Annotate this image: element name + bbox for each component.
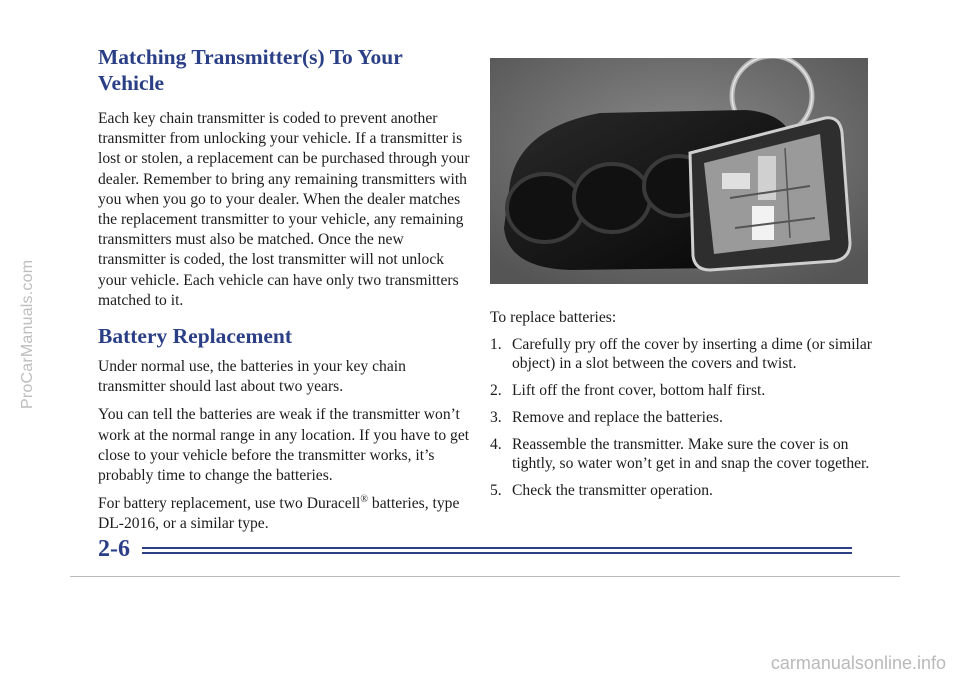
list-item xyxy=(490,335,890,373)
step-text: Reassemble the transmitter. Make sure the cover is on tightly, so water won’t get in and snap the cover together. xyxy=(512,436,870,472)
paragraph-battery-life: Under normal use, the batteries in your key chain transmitter should last about two years. xyxy=(98,358,406,396)
replace-batteries-intro: To replace batteries: xyxy=(490,309,617,326)
step-text: Lift off the front cover, bottom half first. xyxy=(512,382,766,399)
page-edge-line xyxy=(70,576,900,577)
list-item xyxy=(490,435,890,473)
step-number: 4. xyxy=(490,436,502,453)
transmitter-photo xyxy=(490,58,868,284)
step-number: 1. xyxy=(490,336,502,353)
list-item xyxy=(490,481,890,500)
registered-mark: ® xyxy=(360,494,369,506)
heading-battery-replacement: Battery Replacement xyxy=(98,324,293,349)
step-number: 2. xyxy=(490,382,502,399)
page-number: 2-6 xyxy=(98,536,130,562)
footer-rule-bottom xyxy=(142,552,852,554)
step-text: Carefully pry off the cover by inserting a dime (or similar object) in a slot between the covers and twist. xyxy=(512,336,872,372)
site-footer-text: carmanualsonline.info xyxy=(770,653,946,673)
paragraph-battery-type xyxy=(98,494,470,534)
step-number: 5. xyxy=(490,482,502,499)
paragraph-weak-batteries: You can tell the batteries are weak if the transmitter won’t work at the normal range in any location. If you have to get close to your vehicle before the transmitter works, it’s probably time to change the batteries. xyxy=(98,406,470,485)
footer-rule-top xyxy=(142,547,852,549)
right-column xyxy=(490,308,890,508)
step-text: Check the transmitter operation. xyxy=(512,482,713,499)
key-fob-illustration xyxy=(490,58,868,284)
step-number: 3. xyxy=(490,409,502,426)
battery-type-text-a: For battery replacement, use two Duracell xyxy=(98,495,361,513)
step-text: Remove and replace the batteries. xyxy=(512,409,723,426)
list-item xyxy=(490,408,890,427)
battery-steps-list xyxy=(490,335,890,500)
battery-type-text-b: batteries, type DL-2016, or a similar type. xyxy=(98,495,460,533)
heading-matching-transmitters: Matching Transmitter(s) To Your Vehicle xyxy=(98,45,403,95)
paragraph-matching: Each key chain transmitter is coded to prevent another transmitter from unlocking your vehicle. If a transmitter is lost or stolen, a replacement can be purchased through your dealer. Remember to bring any remaining transmitters with you when you go to your dealer. When the dealer matches the replacement transmitter to your vehicle, any remaining transmitters must also be matched. Once the new transmitter is coded, the lost transmitter will not unlock your vehicle. Each vehicle can have only two transmitters matched to it. xyxy=(98,110,470,309)
left-column xyxy=(98,44,470,535)
list-item xyxy=(490,381,890,400)
watermark-text: ProCarManuals.com xyxy=(19,259,36,409)
